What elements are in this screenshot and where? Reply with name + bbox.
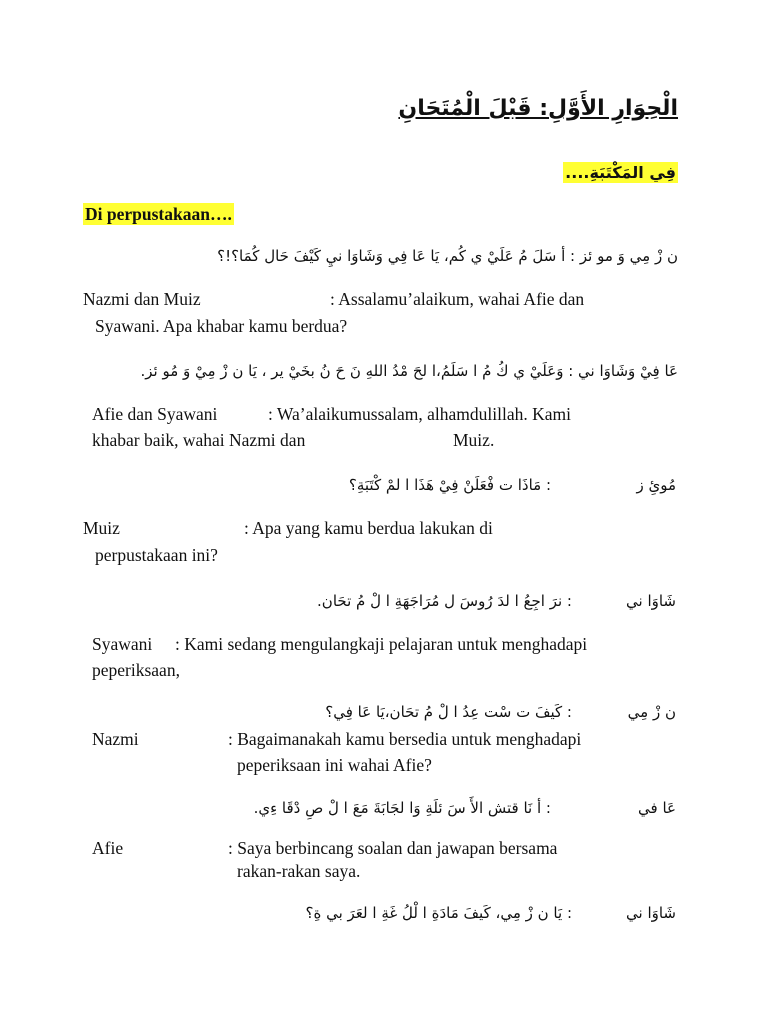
arabic-line: : نرَ اجِعُ ا لدَ رُوسَ ل مُرَاجَهَةِ ا لْ مُ تحَان.: [317, 592, 572, 610]
arabic-line: : أ نَا قتش الأَ سَ ئلَةِ وَا لجَابَةَ مَعَ ا لْ صِ دْقَا ءِي.: [253, 799, 551, 817]
malay-line: rakan-rakan saya.: [237, 861, 361, 881]
malay-line: : Apa yang kamu berdua lakukan di: [244, 518, 493, 538]
speaker-name: Nazmi dan Muiz: [83, 289, 201, 309]
setting-arabic: فِي المَكْتَبَةِ....: [565, 163, 676, 182]
arabic-speaker: مُوئِ ز: [636, 476, 676, 494]
malay-line: Syawani. Apa khabar kamu berdua?: [95, 316, 348, 336]
arabic-line: ن زْ مِي وَ مو ئز : أ سَلَ مُ عَلَيْ ي كُم، يَا عَا فِي وَشَاوَا نيِ كَيْفَ حَال كُمَا؟!؟: [217, 247, 678, 265]
malay-line: : Assalamu’alaikum, wahai Afie dan: [330, 289, 585, 309]
setting-malay: Di perpustakaan….: [85, 204, 232, 224]
malay-line: khabar baik, wahai Nazmi dan: [92, 430, 306, 450]
speaker-name: Afie: [92, 838, 124, 858]
speaker-name: Afie dan Syawani: [92, 404, 218, 424]
malay-line: peperiksaan ini wahai Afie?: [237, 755, 432, 775]
malay-line: peperiksaan,: [92, 660, 180, 680]
malay-line: : Bagaimanakah kamu bersedia untuk menghadapi: [228, 729, 582, 749]
arabic-line: : مَاذَا ت فْعَلَنْ فِيْ هَذَا ا لمْ كْتَبَةِ؟: [348, 476, 551, 494]
arabic-speaker: عَا في: [638, 799, 676, 817]
arabic-line: عَا فِيْ وَشَاوَا ني : وَعَلَيْ ي كُ مُ ا سَلَمُ،ا لحَ مْدُ اللهِ نَ حَ نُ بخَيْ ير ، يَا ن زْ مِيْ وَ مُو ئز.: [140, 362, 678, 380]
malay-line: Muiz.: [453, 430, 495, 450]
malay-line: perpustakaan ini?: [95, 545, 218, 565]
malay-line: : Saya berbincang soalan dan jawapan bersama: [228, 838, 558, 858]
speaker-name: Muiz: [83, 518, 120, 538]
arabic-speaker: ن زْ مِي: [627, 703, 676, 721]
arabic-speaker: شَاوَا ني: [626, 904, 676, 922]
arabic-line: : يَا ن زْ مِي، كَيفَ مَادَةِ ا لْلُ غَةِ ا لعَرَ بي ةِ؟: [305, 904, 572, 922]
dialogue-title: الْحِوَارِ الأَوَّلِ: قَبْلَ الْمُتَحَانِ: [398, 96, 678, 121]
arabic-speaker: شَاوَا ني: [626, 592, 676, 610]
speaker-name: Nazmi: [92, 729, 139, 749]
malay-line: : Wa’alaikumussalam, alhamdulillah. Kami: [268, 404, 571, 424]
arabic-line: : كَيفَ ت سْت عِدُ ا لْ مُ تحَان،يَا عَا فِي؟: [325, 703, 572, 721]
speaker-name: Syawani: [92, 634, 153, 654]
malay-line: : Kami sedang mengulangkaji pelajaran untuk menghadapi: [175, 634, 588, 654]
